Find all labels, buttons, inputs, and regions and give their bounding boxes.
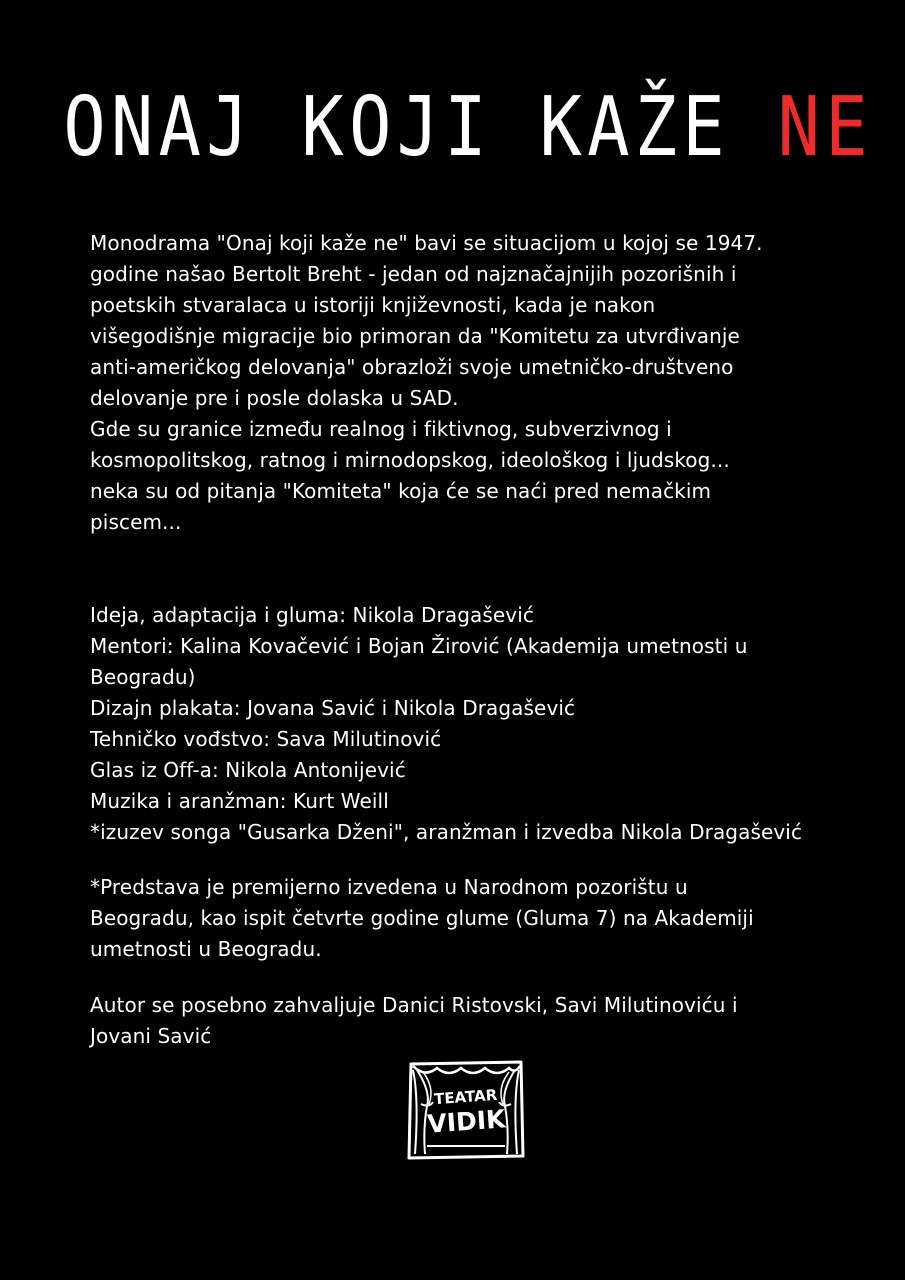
premiere-note (90, 872, 830, 965)
intro-line: godine našao Bertolt Breht - jedan od najznačajnijih pozorišnih i (90, 262, 737, 286)
thanks-line: Autor se posebno zahvaljuje Danici Ristovski, Savi Milutinoviću i (90, 993, 738, 1017)
credit-line: Glas iz Off-a: Nikola Antonijević (90, 758, 406, 782)
credit-line: Ideja, adaptacija i gluma: Nikola Dragašević (90, 603, 534, 627)
theatre-curtain-logo-icon (403, 1058, 529, 1162)
page-title (63, 78, 873, 178)
title-accent: NE (777, 80, 873, 175)
credit-line: Beogradu) (90, 665, 196, 689)
credit-line: Tehničko vođstvo: Sava Milutinović (90, 727, 442, 751)
acknowledgements (90, 990, 830, 1052)
intro-line: poetskih stvaralaca u istoriji književnosti, kada je nakon (90, 293, 656, 317)
intro-line: piscem... (90, 510, 182, 534)
logo-text-top: TEATAR (433, 1085, 498, 1109)
intro-line: višegodišnje migracije bio primoran da "Komitetu za utvrđivanje (90, 324, 740, 348)
credit-line: Muzika i aranžman: Kurt Weill (90, 789, 389, 813)
intro-line: neka su od pitanja "Komiteta" koja će se naći pred nemačkim (90, 479, 712, 503)
intro-line: Monodrama "Onaj koji kaže ne" bavi se situacijom u kojoj se 1947. (90, 231, 763, 255)
logo-graphic (403, 1058, 529, 1162)
credit-line: Dizajn plakata: Jovana Savić i Nikola Dragašević (90, 696, 576, 720)
intro-line: delovanje pre i posle dolaska u SAD. (90, 386, 459, 410)
credits-list (90, 600, 830, 848)
note-line: umetnosti u Beogradu. (90, 937, 322, 961)
intro-line: kosmopolitskog, ratnog i mirnodopskog, ideološkog i ljudskog... (90, 448, 730, 472)
logo-text-main: VIDIK (426, 1104, 507, 1139)
credit-line: *izuzev songa "Gusarka Dženi", aranžman i izvedba Nikola Dragašević (90, 820, 803, 844)
thanks-line: Jovani Savić (90, 1024, 212, 1048)
credit-line: Mentori: Kalina Kovačević i Bojan Žirović (Akademija umetnosti u (90, 634, 748, 658)
intro-paragraph (90, 228, 830, 538)
title-main: ONAJ KOJI KAŽE (63, 80, 778, 175)
intro-line: Gde su granice između realnog i fiktivnog, subverzivnog i (90, 417, 672, 441)
intro-line: anti-američkog delovanja" obrazloži svoje umetničko-društveno (90, 355, 734, 379)
note-line: Beogradu, kao ispit četvrte godine glume (Gluma 7) na Akademiji (90, 906, 754, 930)
note-line: *Predstava je premijerno izvedena u Narodnom pozorištu u (90, 875, 688, 899)
